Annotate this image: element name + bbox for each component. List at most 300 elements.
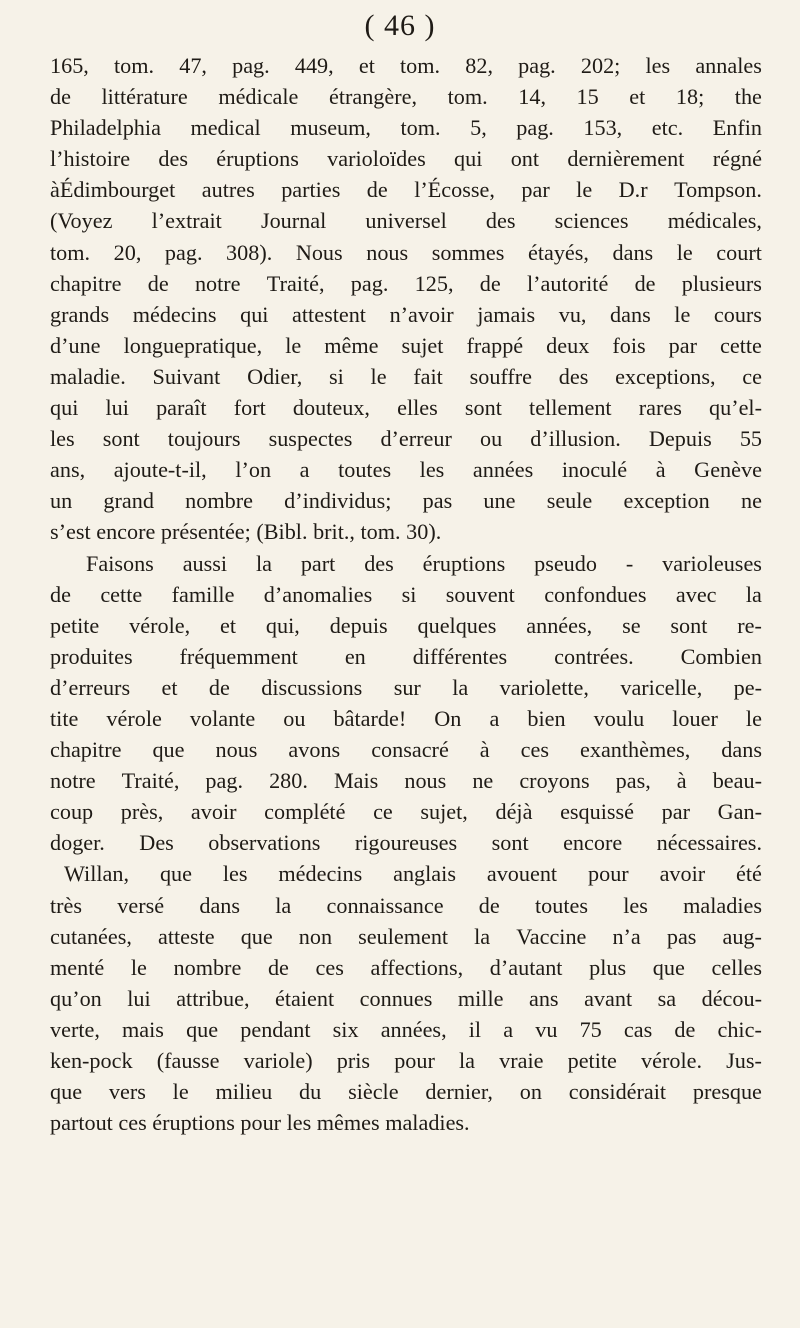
text-line-30 xyxy=(50,952,762,983)
word: on xyxy=(519,1079,542,1105)
text-line-29 xyxy=(50,921,762,952)
word: grands xyxy=(50,301,110,327)
word: le xyxy=(676,239,693,265)
word: tite xyxy=(50,705,79,731)
word: années xyxy=(472,457,534,483)
text-line-15-content xyxy=(50,485,762,516)
word: par xyxy=(661,799,690,825)
word: d’individus; xyxy=(284,488,392,514)
word: dans xyxy=(199,892,241,918)
word: si xyxy=(328,363,344,389)
word: 82, xyxy=(465,53,493,78)
word: sa xyxy=(657,985,677,1011)
word: chapitre xyxy=(50,737,122,763)
word: et xyxy=(220,612,237,638)
word: d’erreur xyxy=(380,426,452,452)
word: ont xyxy=(510,146,540,172)
word: 14, xyxy=(518,84,546,110)
word: pour xyxy=(588,861,629,887)
word: complété xyxy=(264,799,346,825)
word: du xyxy=(299,1079,322,1105)
word: rigoureuses xyxy=(354,830,458,856)
word: plusieurs xyxy=(681,270,762,296)
word: vérole, xyxy=(129,612,191,638)
word: confondues xyxy=(544,581,647,607)
word: les xyxy=(419,457,445,483)
word: anglais xyxy=(393,861,456,887)
word: 202; xyxy=(580,53,621,78)
word: éruptions xyxy=(422,550,506,576)
word: famille xyxy=(171,581,235,607)
word: si xyxy=(401,581,417,607)
text-line-27-content xyxy=(64,858,762,889)
word: cette xyxy=(720,332,762,358)
text-line-33 xyxy=(50,1045,762,1076)
text-line-20-content xyxy=(50,641,762,672)
word: dans xyxy=(721,737,762,763)
text-line-11-content xyxy=(50,361,762,392)
word: de xyxy=(50,581,71,607)
word: the xyxy=(734,84,762,110)
text-line-19-content xyxy=(50,610,762,641)
word: rares xyxy=(638,395,682,421)
word: l’on xyxy=(235,457,272,483)
word: depuis xyxy=(329,612,388,638)
word: volante xyxy=(189,705,256,731)
word: On xyxy=(434,705,462,731)
word: Tompson. xyxy=(674,177,762,203)
text-line-18 xyxy=(50,579,762,610)
word: pag. xyxy=(516,115,554,141)
word: de xyxy=(634,270,656,296)
word: pas xyxy=(666,923,697,949)
word: cas xyxy=(623,1016,653,1042)
word: médicales, xyxy=(667,208,762,234)
word: une xyxy=(483,488,516,514)
word: l’histoire xyxy=(50,146,131,172)
word: été xyxy=(736,861,762,887)
text-line-13 xyxy=(50,423,762,454)
word: seulement xyxy=(358,923,449,949)
text-line-8 xyxy=(50,268,762,299)
word: fait xyxy=(413,363,443,389)
word: coup xyxy=(50,799,94,825)
word: universel xyxy=(365,208,447,234)
text-line-26 xyxy=(50,827,762,858)
word: dernièrement xyxy=(567,146,685,172)
word: que xyxy=(652,954,685,980)
word: nous xyxy=(215,737,258,763)
text-line-28 xyxy=(50,890,762,921)
word: nombre xyxy=(173,954,242,980)
word: la xyxy=(275,892,292,918)
text-line-1 xyxy=(50,50,762,81)
word: - xyxy=(625,550,634,576)
word: connaissance xyxy=(326,892,444,918)
word: sont xyxy=(102,426,140,452)
word: grand xyxy=(103,488,154,514)
word: de xyxy=(366,177,388,203)
word: Combien xyxy=(680,643,762,669)
text-line-16-content: s’est encore présentée; (Bibl. brit., tom. 30). xyxy=(50,519,442,545)
word: tom. xyxy=(400,53,441,78)
word: littérature xyxy=(101,84,188,110)
word: Traité, xyxy=(121,768,180,794)
text-line-34 xyxy=(50,1076,762,1107)
word: Enfin xyxy=(712,115,762,141)
word: dans xyxy=(610,301,651,327)
word: étrangère, xyxy=(328,84,418,110)
word: cours xyxy=(713,301,762,327)
word: 5, xyxy=(470,115,487,141)
text-line-21 xyxy=(50,672,762,703)
text-line-30-content xyxy=(50,952,762,983)
text-line-26-content xyxy=(50,827,762,858)
word: qu’on xyxy=(50,985,102,1011)
word: presque xyxy=(692,1079,762,1105)
text-line-2 xyxy=(50,81,762,112)
word: de xyxy=(267,954,289,980)
word: vers xyxy=(108,1079,146,1105)
text-line-5 xyxy=(50,174,762,205)
word: (fausse xyxy=(156,1048,220,1073)
word: et xyxy=(629,84,646,110)
text-line-29-content xyxy=(50,921,762,952)
text-line-9 xyxy=(50,299,762,330)
word: tom. xyxy=(113,53,155,78)
word: deux xyxy=(546,332,590,358)
word: la xyxy=(452,674,469,700)
word: Gan- xyxy=(717,799,762,825)
word: les xyxy=(50,426,75,452)
word: pag. xyxy=(350,270,389,296)
word: la xyxy=(458,1048,475,1073)
word: déjà xyxy=(495,799,533,825)
word: le xyxy=(576,177,593,203)
word: medical xyxy=(190,115,261,141)
text-line-22 xyxy=(50,703,762,734)
word: paraît xyxy=(156,395,207,421)
word: éruptions xyxy=(216,146,299,172)
word: 308). xyxy=(226,239,273,265)
word: menté xyxy=(50,954,105,980)
word: toutes xyxy=(338,457,392,483)
word: la xyxy=(745,581,762,607)
word: nous xyxy=(366,239,409,265)
body-text xyxy=(50,50,762,1138)
word: sont xyxy=(464,395,502,421)
word: même xyxy=(324,332,379,358)
text-line-11 xyxy=(50,361,762,392)
word: et xyxy=(358,53,375,78)
word: observations xyxy=(208,830,321,856)
word: d’anomalies xyxy=(263,581,373,607)
text-line-2-content xyxy=(50,81,762,112)
text-line-24-content xyxy=(50,765,762,796)
word: a xyxy=(503,1016,514,1042)
text-line-31-content xyxy=(50,983,762,1014)
word: a xyxy=(489,705,500,731)
word: pag. xyxy=(518,53,556,78)
word: varioleuses xyxy=(662,550,762,576)
word: de xyxy=(50,84,71,110)
text-line-5-content xyxy=(50,174,762,205)
word: esquissé xyxy=(560,799,635,825)
word: vérole. xyxy=(641,1048,702,1073)
word: ans xyxy=(528,985,559,1011)
word: années, xyxy=(380,1016,447,1042)
word: l’extrait xyxy=(151,208,222,234)
word: médecins xyxy=(278,861,363,887)
word: sujet xyxy=(401,332,444,358)
page-number: ( 46 ) xyxy=(364,9,436,42)
word: tom. xyxy=(50,239,91,265)
word: que xyxy=(50,1079,83,1105)
text-line-32 xyxy=(50,1014,762,1045)
word: frappé xyxy=(466,332,524,358)
word: seule xyxy=(546,488,593,514)
word: les xyxy=(623,892,648,918)
word: Philadelphia xyxy=(50,115,161,141)
word: des xyxy=(158,146,188,172)
word: lui xyxy=(127,985,151,1011)
text-line-20 xyxy=(50,641,762,672)
word: par xyxy=(521,177,550,203)
word: 15 xyxy=(576,84,599,110)
word: le xyxy=(172,1079,189,1105)
word: vérole xyxy=(106,705,162,731)
word: non xyxy=(298,923,333,949)
word: 55 xyxy=(739,426,762,452)
word: de xyxy=(479,270,501,296)
text-line-9-content xyxy=(50,299,762,330)
word: douteux, xyxy=(292,395,370,421)
word: toutes xyxy=(534,892,588,918)
text-line-21-content xyxy=(50,672,762,703)
word: à xyxy=(655,457,666,483)
text-line-13-content xyxy=(50,423,762,454)
text-line-33-content xyxy=(50,1045,762,1076)
word: sont xyxy=(491,830,529,856)
word: fort xyxy=(233,395,266,421)
word: suspectes xyxy=(268,426,353,452)
word: Depuis xyxy=(648,426,712,452)
text-line-35-content: partout ces éruptions pour les mêmes maladies. xyxy=(50,1110,470,1136)
word: des xyxy=(364,550,394,576)
word: chic- xyxy=(717,1016,762,1042)
word: etc. xyxy=(651,115,684,141)
text-line-22-content xyxy=(50,703,762,734)
word: variole) xyxy=(243,1048,313,1073)
word: avouent xyxy=(486,861,558,887)
word: varioloïdes xyxy=(327,146,426,172)
word: 20, xyxy=(113,239,142,265)
text-line-12 xyxy=(50,392,762,423)
word: de xyxy=(208,674,230,700)
text-line-34-content xyxy=(50,1076,762,1107)
word: Mais xyxy=(333,768,379,794)
word: milieu xyxy=(215,1079,273,1105)
word: décou- xyxy=(701,985,762,1011)
word: très xyxy=(50,892,83,918)
text-line-28-content xyxy=(50,890,762,921)
word: Jus- xyxy=(726,1048,762,1073)
word: tellement xyxy=(529,395,612,421)
word: les xyxy=(645,53,671,78)
word: doger. xyxy=(50,830,105,856)
word: a xyxy=(299,457,310,483)
word: 125, xyxy=(414,270,454,296)
word: médecins xyxy=(132,301,217,327)
word: maladies xyxy=(683,892,762,918)
word: exanthèmes, xyxy=(580,737,691,763)
word: lui xyxy=(105,395,129,421)
text-line-25-content xyxy=(50,796,762,827)
text-line-3 xyxy=(50,112,762,143)
word: avoir xyxy=(659,861,706,887)
word: aug- xyxy=(722,923,762,949)
word: pag. xyxy=(205,768,244,794)
word: ne xyxy=(740,488,762,514)
word: exceptions, xyxy=(615,363,716,389)
word: versé xyxy=(117,892,165,918)
word: annales xyxy=(695,53,762,78)
word: différentes xyxy=(412,643,508,669)
word: à xyxy=(676,768,687,794)
word: que xyxy=(159,861,192,887)
word: le xyxy=(674,301,691,327)
word: ou xyxy=(479,426,503,452)
text-line-6-content xyxy=(50,205,762,236)
text-line-25 xyxy=(50,796,762,827)
word: voulu xyxy=(593,705,645,731)
word: d’illusion. xyxy=(530,426,621,452)
word: discussions xyxy=(261,674,363,700)
word: qui xyxy=(240,301,269,327)
word: près, xyxy=(120,799,164,825)
word: qui xyxy=(454,146,483,172)
word: d’une xyxy=(50,332,101,358)
word: atteste xyxy=(157,923,215,949)
word: sommes xyxy=(431,239,505,265)
word: 280. xyxy=(269,768,308,794)
word: qui, xyxy=(265,612,300,638)
word: d’erreurs xyxy=(50,674,131,700)
word: Suivant xyxy=(152,363,221,389)
text-line-4-content xyxy=(50,143,762,174)
word: mille xyxy=(457,985,504,1011)
text-line-24 xyxy=(50,765,762,796)
word: àÉdimbourget xyxy=(50,177,176,203)
word: cutanées, xyxy=(50,923,132,949)
word: la xyxy=(474,923,491,949)
word: Nous xyxy=(295,239,343,265)
word: des xyxy=(558,363,589,389)
word: quelques xyxy=(417,612,497,638)
word: d’autant xyxy=(489,954,563,980)
word: dans xyxy=(612,239,654,265)
word: part xyxy=(300,550,336,576)
text-line-8-content xyxy=(50,268,762,299)
word: varicelle, xyxy=(620,674,703,700)
word: avons xyxy=(288,737,341,763)
word: nombre xyxy=(185,488,253,514)
text-line-32-content xyxy=(50,1014,762,1045)
word: n’avoir xyxy=(389,301,454,327)
word: ces xyxy=(520,737,549,763)
word: autres xyxy=(201,177,255,203)
word: verte, xyxy=(50,1016,100,1042)
word: pseudo xyxy=(534,550,597,576)
word: dernier, xyxy=(425,1079,493,1105)
word: ans, xyxy=(50,457,86,483)
word: les xyxy=(222,861,248,887)
word: considérait xyxy=(568,1079,667,1105)
word: ne xyxy=(472,768,494,794)
word: l’Écosse, xyxy=(414,177,495,203)
word: ou xyxy=(283,705,306,731)
word: pag. xyxy=(232,53,270,78)
word: étayés, xyxy=(527,239,589,265)
word: ces xyxy=(315,954,344,980)
text-line-17 xyxy=(50,548,762,579)
word: souffre xyxy=(469,363,533,389)
text-line-6 xyxy=(50,205,762,236)
word: attestent xyxy=(292,301,366,327)
word: produites xyxy=(50,643,133,669)
word: affections, xyxy=(370,954,464,980)
text-line-23 xyxy=(50,734,762,765)
word: en xyxy=(344,643,366,669)
word: que xyxy=(186,1016,219,1042)
word: pendant xyxy=(240,1016,311,1042)
text-line-7 xyxy=(50,237,762,268)
word: beau- xyxy=(712,768,762,794)
text-line-14-content xyxy=(50,454,762,485)
word: 165, xyxy=(50,53,89,78)
word: connues xyxy=(359,985,433,1011)
word: chapitre xyxy=(50,270,122,296)
word: qui xyxy=(50,395,79,421)
word: de xyxy=(478,892,500,918)
word: l’autorité xyxy=(526,270,609,296)
word: ce xyxy=(742,363,762,389)
word: vraie xyxy=(499,1048,544,1073)
word: régné xyxy=(712,146,762,172)
word: avoir xyxy=(190,799,237,825)
word: de xyxy=(674,1016,696,1042)
word: Willan, xyxy=(64,861,130,887)
word: petite xyxy=(567,1048,617,1073)
word: bâtarde! xyxy=(333,705,407,731)
word: fréquemment xyxy=(179,643,298,669)
word: bien xyxy=(527,705,566,731)
word: le xyxy=(370,363,387,389)
word: souvent xyxy=(445,581,515,607)
word: toujours xyxy=(167,426,241,452)
text-line-31 xyxy=(50,983,762,1014)
word: 18; xyxy=(675,84,705,110)
word: il xyxy=(468,1016,482,1042)
text-line-17-content xyxy=(86,548,762,579)
word: étaient xyxy=(275,985,335,1011)
word: Traité, xyxy=(266,270,325,296)
word: années, xyxy=(526,612,593,638)
word: tom. xyxy=(400,115,441,141)
word: sujet, xyxy=(420,799,468,825)
word: de xyxy=(147,270,169,296)
word: la xyxy=(255,550,272,576)
